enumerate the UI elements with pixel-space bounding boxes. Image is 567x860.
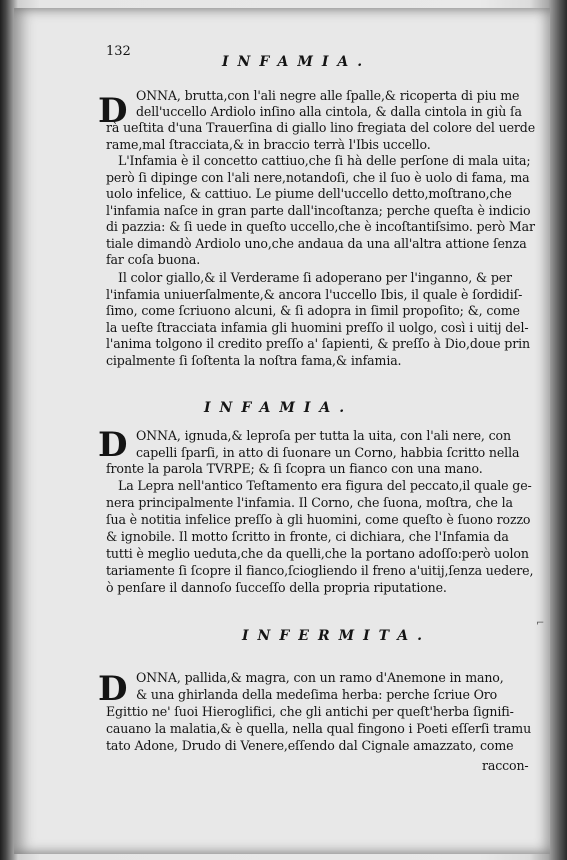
text-line: l'infamia naſce in gran parte dall'incoſtanza; perche queſta è indicio — [106, 203, 531, 218]
text-line: la ueſte ſtracciata infamia gli huomini preſſo il uolgo, così i uitij del- — [106, 320, 529, 335]
text-line: ONNA, brutta,con l'ali negre alle ſpalle,& ricoperta di piu me — [136, 88, 520, 103]
text-line: ò penſare il dannoſo ſucceſſo della propria riputatione. — [106, 580, 447, 595]
text-line: rame,mal ſtracciata,& in braccio terrà l'Ibis uccello. — [106, 137, 431, 152]
text-line: L'Infamia è il concetto cattiuo,che ſi hà delle perſone di mala uita; — [118, 153, 531, 168]
text-line: tutti è meglio ueduta,che da quelli,che la portano adoſſo:però uolon — [106, 546, 529, 561]
text-line: La Lepra nell'antico Teſtamento era figura del peccato,il quale ge- — [118, 478, 532, 493]
text-line: cipalmente ſi ſoſtenta la noſtra fama,& infamia. — [106, 353, 402, 368]
text-line: però ſi dipinge con l'ali nere,notandoſi, che il ſuo è uolo di fama, ma — [106, 170, 530, 185]
text-line: tariamente ſi ſcopre il fianco,ſciogliendo il freno a'uitij,ſenza uedere, — [106, 563, 534, 578]
text-line: Il color giallo,& il Verderame ſi adoperano per l'inganno, & per — [118, 270, 512, 285]
text-line: tiale dimandò Ardiolo uno,che andaua da una all'altra attione ſenza — [106, 236, 527, 251]
section-heading: INFERMITA. — [242, 628, 432, 644]
text-line: ONNA, ignuda,& leproſa per tutta la uita, con l'ali nere, con — [136, 428, 511, 443]
section-heading: INFAMIA. — [204, 400, 354, 416]
text-line: ſimo, come ſcriuono alcuni, & ſi adopra in ſimil propoſito; &, come — [106, 303, 520, 318]
drop-cap-initial: D — [98, 425, 128, 465]
drop-cap-initial: D — [98, 91, 128, 131]
margin-mark: ⌐ — [536, 618, 545, 629]
section-heading: INFAMIA. — [222, 54, 372, 70]
text-line: uolo infelice, & cattiuo. Le piume dell'uccello detto,moſtrano,che — [106, 186, 512, 201]
text-line: nera principalmente l'infamia. Il Corno, che ſuona, moſtra, che la — [106, 495, 513, 510]
text-line: far coſa buona. — [106, 252, 201, 267]
text-line: fronte la parola TVRPE; & ſi ſcopra un fianco con una mano. — [106, 461, 483, 476]
text-line: ONNA, pallida,& magra, con un ramo d'Anemone in mano, — [136, 670, 504, 685]
text-line: capelli ſparſi, in atto di ſuonare un Corno, habbia ſcritto nella — [136, 445, 520, 460]
text-line: l'infamia uniuerſalmente,& ancora l'uccello Ibis, il quale è ſordidiſ- — [106, 287, 523, 302]
text-line: tato Adone, Drudo di Venere,eſſendo dal Cignale amazzato, come — [106, 738, 514, 753]
drop-cap-initial: D — [98, 669, 128, 709]
book-page — [14, 8, 550, 854]
text-line: ſua è notitia infelice preſſo à gli huomini, come queſto è ſuono rozzo — [106, 512, 531, 527]
text-line: rà ueſtita d'una Trauerſina di giallo lino fregiata del colore del uerde — [106, 120, 535, 135]
catchword: raccon- — [482, 758, 529, 773]
text-line: & una ghirlanda della medeſima herba: perche ſcriue Oro — [136, 687, 498, 702]
text-line: & ignobile. Il motto ſcritto in fronte, ci dichiara, che l'Infamia da — [106, 529, 509, 544]
text-line: cauano la malatia,& è quella, nella qual fingono i Poeti eſſerſi tramu — [106, 721, 532, 736]
text-line: dell'uccello Ardiolo inſino alla cintola, & dalla cintola in giù ſa — [136, 104, 522, 119]
page-number: 132 — [106, 44, 131, 59]
text-line: di pazzia: & ſi uede in queſto uccello,che è incoſtantiſsimo. però Mar — [106, 219, 535, 234]
text-line: l'anima tolgono il credito preſſo a' ſapienti, & preſſo à Dio,doue prin — [106, 336, 530, 351]
text-line: Egittio ne' ſuoi Hieroglifici, che gli antichi per queſt'herba ſignifi- — [106, 704, 514, 719]
